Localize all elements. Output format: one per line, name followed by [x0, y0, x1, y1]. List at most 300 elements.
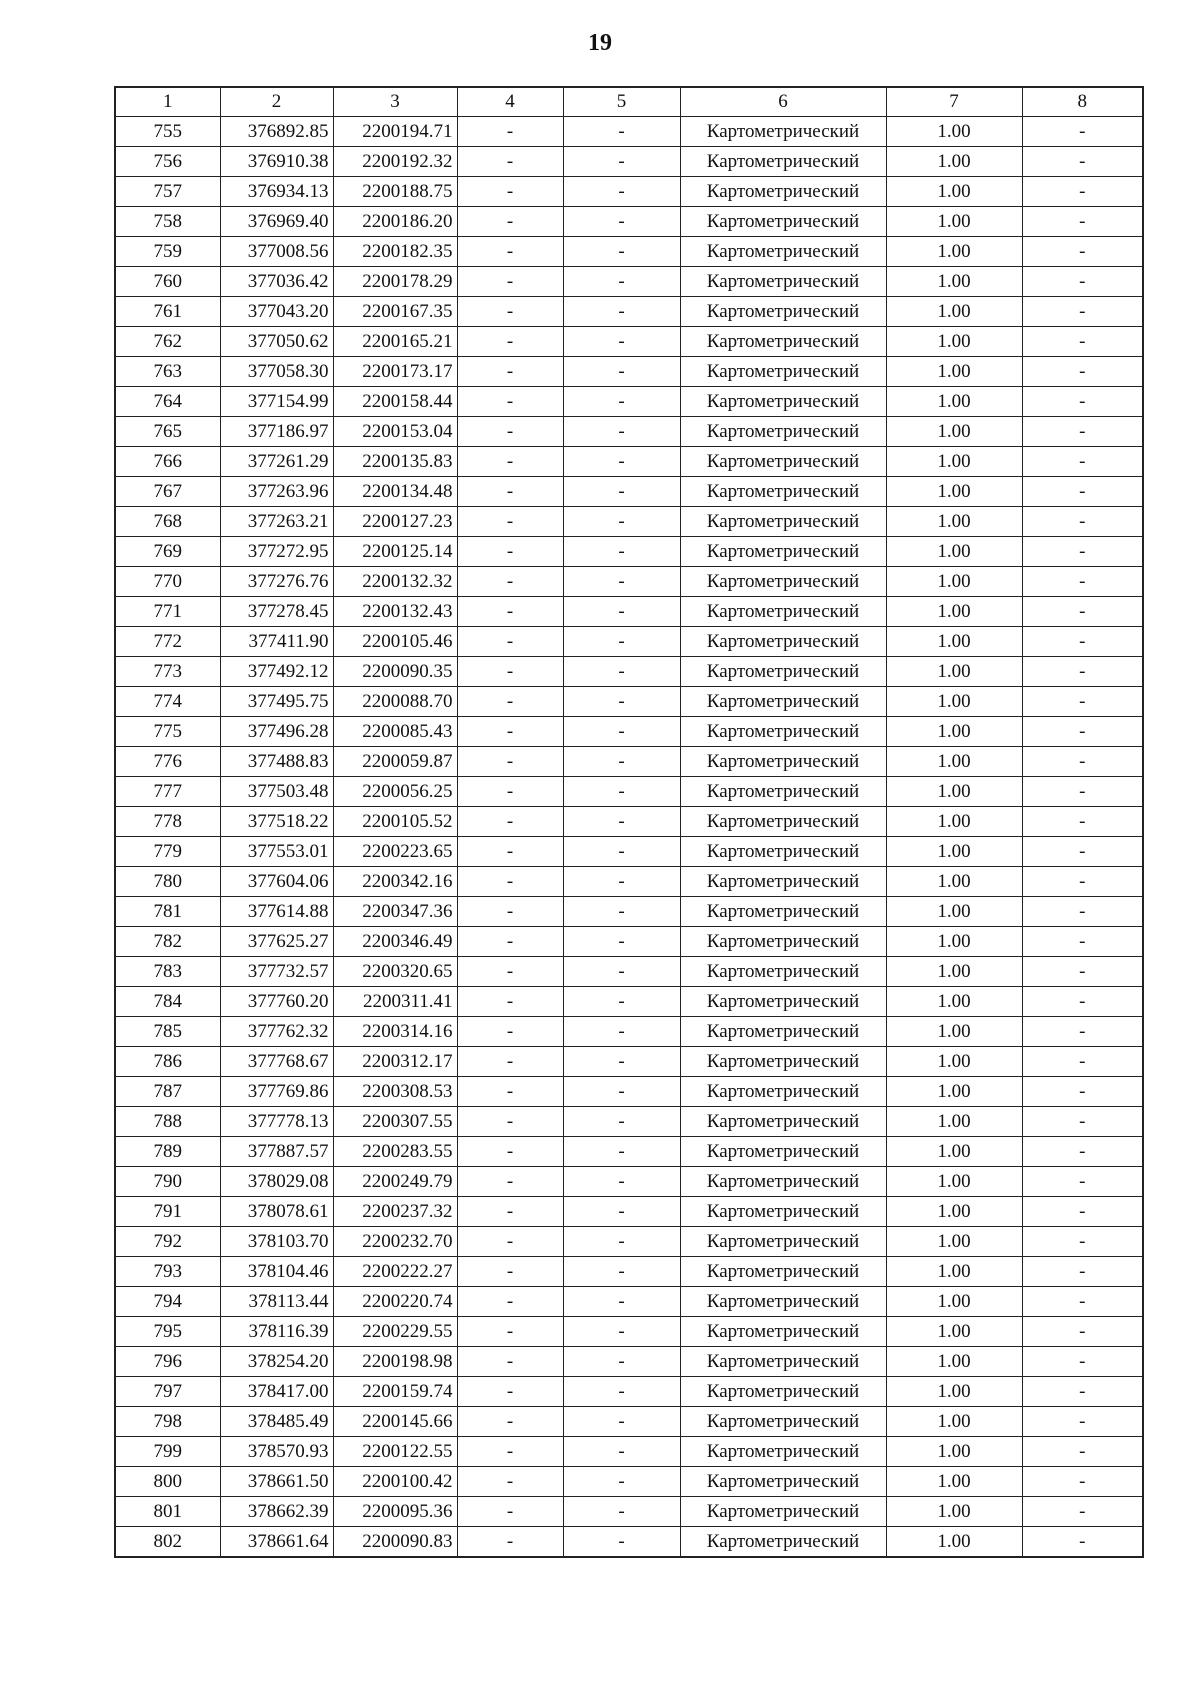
point-number-cell: 756: [115, 147, 220, 177]
accuracy-cell: 1.00: [886, 387, 1022, 417]
accuracy-cell: 1.00: [886, 897, 1022, 927]
y-coordinate-cell: 2200173.17: [333, 357, 457, 387]
col8-cell: -: [1022, 177, 1143, 207]
col5-cell: -: [563, 267, 680, 297]
table-row: [115, 657, 1143, 687]
table-row: [115, 1167, 1143, 1197]
accuracy-cell: 1.00: [886, 207, 1022, 237]
x-coordinate-cell: 377154.99: [220, 387, 333, 417]
table-row: [115, 357, 1143, 387]
table-row: [115, 957, 1143, 987]
method-cell: Картометрический: [680, 1407, 886, 1437]
x-coordinate-cell: 377768.67: [220, 1047, 333, 1077]
point-number-cell: 774: [115, 687, 220, 717]
x-coordinate-cell: 377625.27: [220, 927, 333, 957]
accuracy-cell: 1.00: [886, 1467, 1022, 1497]
y-coordinate-cell: 2200125.14: [333, 537, 457, 567]
table-row: [115, 207, 1143, 237]
col8-cell: -: [1022, 897, 1143, 927]
point-number-cell: 780: [115, 867, 220, 897]
point-number-cell: 791: [115, 1197, 220, 1227]
point-number-cell: 786: [115, 1047, 220, 1077]
col8-cell: -: [1022, 1467, 1143, 1497]
col5-cell: -: [563, 387, 680, 417]
accuracy-cell: 1.00: [886, 237, 1022, 267]
point-number-cell: 772: [115, 627, 220, 657]
col8-cell: -: [1022, 1107, 1143, 1137]
accuracy-cell: 1.00: [886, 177, 1022, 207]
table-row: [115, 627, 1143, 657]
point-number-cell: 794: [115, 1287, 220, 1317]
table-row: [115, 1527, 1143, 1558]
col4-cell: -: [457, 117, 563, 147]
table-row: [115, 807, 1143, 837]
method-cell: Картометрический: [680, 1257, 886, 1287]
accuracy-cell: 1.00: [886, 1107, 1022, 1137]
point-number-cell: 784: [115, 987, 220, 1017]
method-cell: Картометрический: [680, 957, 886, 987]
y-coordinate-cell: 2200347.36: [333, 897, 457, 927]
table-row: [115, 597, 1143, 627]
page-number: 19: [588, 30, 612, 56]
x-coordinate-cell: 377778.13: [220, 1107, 333, 1137]
col4-cell: -: [457, 807, 563, 837]
y-coordinate-cell: 2200100.42: [333, 1467, 457, 1497]
col8-cell: -: [1022, 1317, 1143, 1347]
y-coordinate-cell: 2200222.27: [333, 1257, 457, 1287]
col5-cell: -: [563, 1497, 680, 1527]
col8-cell: -: [1022, 1527, 1143, 1558]
accuracy-cell: 1.00: [886, 867, 1022, 897]
table-row: [115, 927, 1143, 957]
y-coordinate-cell: 2200085.43: [333, 717, 457, 747]
x-coordinate-cell: 377495.75: [220, 687, 333, 717]
y-coordinate-cell: 2200311.41: [333, 987, 457, 1017]
x-coordinate-cell: 377732.57: [220, 957, 333, 987]
header-cell-6: 6: [680, 87, 886, 117]
y-coordinate-cell: 2200198.98: [333, 1347, 457, 1377]
y-coordinate-cell: 2200056.25: [333, 777, 457, 807]
point-number-cell: 762: [115, 327, 220, 357]
accuracy-cell: 1.00: [886, 1287, 1022, 1317]
col5-cell: -: [563, 477, 680, 507]
table-row: [115, 447, 1143, 477]
y-coordinate-cell: 2200158.44: [333, 387, 457, 417]
col8-cell: -: [1022, 507, 1143, 537]
point-number-cell: 781: [115, 897, 220, 927]
x-coordinate-cell: 377272.95: [220, 537, 333, 567]
accuracy-cell: 1.00: [886, 1407, 1022, 1437]
col4-cell: -: [457, 717, 563, 747]
accuracy-cell: 1.00: [886, 747, 1022, 777]
col8-cell: -: [1022, 987, 1143, 1017]
y-coordinate-cell: 2200134.48: [333, 477, 457, 507]
point-number-cell: 770: [115, 567, 220, 597]
accuracy-cell: 1.00: [886, 447, 1022, 477]
table-row: [115, 1467, 1143, 1497]
header-cell-2: 2: [220, 87, 333, 117]
point-number-cell: 782: [115, 927, 220, 957]
table-row: [115, 567, 1143, 597]
x-coordinate-cell: 377553.01: [220, 837, 333, 867]
y-coordinate-cell: 2200090.35: [333, 657, 457, 687]
method-cell: Картометрический: [680, 687, 886, 717]
y-coordinate-cell: 2200283.55: [333, 1137, 457, 1167]
table-row: [115, 537, 1143, 567]
col4-cell: -: [457, 1017, 563, 1047]
table-row: [115, 1287, 1143, 1317]
point-number-cell: 783: [115, 957, 220, 987]
col8-cell: -: [1022, 477, 1143, 507]
x-coordinate-cell: 377411.90: [220, 627, 333, 657]
col4-cell: -: [457, 657, 563, 687]
col4-cell: -: [457, 297, 563, 327]
x-coordinate-cell: 377760.20: [220, 987, 333, 1017]
y-coordinate-cell: 2200237.32: [333, 1197, 457, 1227]
table-row: [115, 717, 1143, 747]
col4-cell: -: [457, 1347, 563, 1377]
method-cell: Картометрический: [680, 807, 886, 837]
x-coordinate-cell: 377769.86: [220, 1077, 333, 1107]
col4-cell: -: [457, 1107, 563, 1137]
col8-cell: -: [1022, 1017, 1143, 1047]
col5-cell: -: [563, 1047, 680, 1077]
col8-cell: -: [1022, 1077, 1143, 1107]
method-cell: Картометрический: [680, 837, 886, 867]
point-number-cell: 799: [115, 1437, 220, 1467]
method-cell: Картометрический: [680, 147, 886, 177]
col4-cell: -: [457, 1287, 563, 1317]
accuracy-cell: 1.00: [886, 507, 1022, 537]
method-cell: Картометрический: [680, 297, 886, 327]
col8-cell: -: [1022, 597, 1143, 627]
point-number-cell: 769: [115, 537, 220, 567]
table-row: [115, 777, 1143, 807]
col4-cell: -: [457, 1527, 563, 1558]
col4-cell: -: [457, 1467, 563, 1497]
y-coordinate-cell: 2200229.55: [333, 1317, 457, 1347]
col5-cell: -: [563, 297, 680, 327]
accuracy-cell: 1.00: [886, 1077, 1022, 1107]
table-row: [115, 987, 1143, 1017]
col8-cell: -: [1022, 417, 1143, 447]
point-number-cell: 785: [115, 1017, 220, 1047]
point-number-cell: 788: [115, 1107, 220, 1137]
y-coordinate-cell: 2200132.43: [333, 597, 457, 627]
table-row: [115, 1317, 1143, 1347]
col4-cell: -: [457, 1317, 563, 1347]
y-coordinate-cell: 2200192.32: [333, 147, 457, 177]
point-number-cell: 797: [115, 1377, 220, 1407]
col8-cell: -: [1022, 627, 1143, 657]
table-row: [115, 237, 1143, 267]
point-number-cell: 800: [115, 1467, 220, 1497]
point-number-cell: 787: [115, 1077, 220, 1107]
point-number-cell: 775: [115, 717, 220, 747]
method-cell: Картометрический: [680, 1047, 886, 1077]
method-cell: Картометрический: [680, 417, 886, 447]
col8-cell: -: [1022, 1497, 1143, 1527]
point-number-cell: 758: [115, 207, 220, 237]
accuracy-cell: 1.00: [886, 1437, 1022, 1467]
method-cell: Картометрический: [680, 927, 886, 957]
accuracy-cell: 1.00: [886, 657, 1022, 687]
y-coordinate-cell: 2200178.29: [333, 267, 457, 297]
accuracy-cell: 1.00: [886, 567, 1022, 597]
col5-cell: -: [563, 507, 680, 537]
y-coordinate-cell: 2200220.74: [333, 1287, 457, 1317]
col8-cell: -: [1022, 567, 1143, 597]
accuracy-cell: 1.00: [886, 117, 1022, 147]
x-coordinate-cell: 376910.38: [220, 147, 333, 177]
col4-cell: -: [457, 987, 563, 1017]
accuracy-cell: 1.00: [886, 807, 1022, 837]
table-row: [115, 117, 1143, 147]
header-cell-1: 1: [115, 87, 220, 117]
x-coordinate-cell: 378662.39: [220, 1497, 333, 1527]
coordinates-table: [114, 86, 1144, 1558]
y-coordinate-cell: 2200320.65: [333, 957, 457, 987]
method-cell: Картометрический: [680, 117, 886, 147]
y-coordinate-cell: 2200127.23: [333, 507, 457, 537]
col5-cell: -: [563, 1467, 680, 1497]
col8-cell: -: [1022, 927, 1143, 957]
method-cell: Картометрический: [680, 1497, 886, 1527]
y-coordinate-cell: 2200249.79: [333, 1167, 457, 1197]
col5-cell: -: [563, 927, 680, 957]
table-row: [115, 177, 1143, 207]
x-coordinate-cell: 376969.40: [220, 207, 333, 237]
y-coordinate-cell: 2200105.46: [333, 627, 457, 657]
table-row: [115, 387, 1143, 417]
col5-cell: -: [563, 357, 680, 387]
accuracy-cell: 1.00: [886, 837, 1022, 867]
table-body: [115, 117, 1143, 1558]
table-row: [115, 1107, 1143, 1137]
accuracy-cell: 1.00: [886, 147, 1022, 177]
table-row: [115, 837, 1143, 867]
method-cell: Картометрический: [680, 447, 886, 477]
col8-cell: -: [1022, 687, 1143, 717]
method-cell: Картометрический: [680, 507, 886, 537]
point-number-cell: 790: [115, 1167, 220, 1197]
point-number-cell: 789: [115, 1137, 220, 1167]
col4-cell: -: [457, 1377, 563, 1407]
col5-cell: -: [563, 1407, 680, 1437]
point-number-cell: 768: [115, 507, 220, 537]
y-coordinate-cell: 2200088.70: [333, 687, 457, 717]
col5-cell: -: [563, 1167, 680, 1197]
accuracy-cell: 1.00: [886, 537, 1022, 567]
col8-cell: -: [1022, 1287, 1143, 1317]
method-cell: Картометрический: [680, 1527, 886, 1558]
col4-cell: -: [457, 837, 563, 867]
table-row: [115, 1497, 1143, 1527]
table-row: [115, 867, 1143, 897]
x-coordinate-cell: 378417.00: [220, 1377, 333, 1407]
col4-cell: -: [457, 267, 563, 297]
point-number-cell: 765: [115, 417, 220, 447]
col5-cell: -: [563, 987, 680, 1017]
col8-cell: -: [1022, 1227, 1143, 1257]
col4-cell: -: [457, 237, 563, 267]
method-cell: Картометрический: [680, 597, 886, 627]
accuracy-cell: 1.00: [886, 417, 1022, 447]
col8-cell: -: [1022, 267, 1143, 297]
col5-cell: -: [563, 1437, 680, 1467]
header-row: [115, 87, 1143, 117]
col4-cell: -: [457, 1197, 563, 1227]
col4-cell: -: [457, 927, 563, 957]
point-number-cell: 763: [115, 357, 220, 387]
x-coordinate-cell: 376892.85: [220, 117, 333, 147]
col4-cell: -: [457, 957, 563, 987]
method-cell: Картометрический: [680, 1167, 886, 1197]
col5-cell: -: [563, 447, 680, 477]
table-row: [115, 1377, 1143, 1407]
col5-cell: -: [563, 1227, 680, 1257]
table-row: [115, 1257, 1143, 1287]
col8-cell: -: [1022, 387, 1143, 417]
y-coordinate-cell: 2200165.21: [333, 327, 457, 357]
accuracy-cell: 1.00: [886, 1347, 1022, 1377]
point-number-cell: 793: [115, 1257, 220, 1287]
method-cell: Картометрический: [680, 1467, 886, 1497]
x-coordinate-cell: 378113.44: [220, 1287, 333, 1317]
accuracy-cell: 1.00: [886, 1497, 1022, 1527]
x-coordinate-cell: 378254.20: [220, 1347, 333, 1377]
header-cell-5: 5: [563, 87, 680, 117]
x-coordinate-cell: 377261.29: [220, 447, 333, 477]
y-coordinate-cell: 2200059.87: [333, 747, 457, 777]
y-coordinate-cell: 2200182.35: [333, 237, 457, 267]
col8-cell: -: [1022, 1347, 1143, 1377]
col5-cell: -: [563, 537, 680, 567]
col5-cell: -: [563, 1347, 680, 1377]
point-number-cell: 798: [115, 1407, 220, 1437]
table-row: [115, 417, 1143, 447]
table-row: [115, 1077, 1143, 1107]
col5-cell: -: [563, 1257, 680, 1287]
method-cell: Картометрический: [680, 987, 886, 1017]
y-coordinate-cell: 2200194.71: [333, 117, 457, 147]
col4-cell: -: [457, 387, 563, 417]
point-number-cell: 760: [115, 267, 220, 297]
col4-cell: -: [457, 1047, 563, 1077]
table-row: [115, 1137, 1143, 1167]
point-number-cell: 773: [115, 657, 220, 687]
header-cell-3: 3: [333, 87, 457, 117]
col4-cell: -: [457, 147, 563, 177]
accuracy-cell: 1.00: [886, 1377, 1022, 1407]
method-cell: Картометрический: [680, 1137, 886, 1167]
y-coordinate-cell: 2200314.16: [333, 1017, 457, 1047]
col4-cell: -: [457, 357, 563, 387]
col5-cell: -: [563, 897, 680, 927]
col4-cell: -: [457, 537, 563, 567]
x-coordinate-cell: 378029.08: [220, 1167, 333, 1197]
col5-cell: -: [563, 687, 680, 717]
method-cell: Картометрический: [680, 357, 886, 387]
method-cell: Картометрический: [680, 747, 886, 777]
method-cell: Картометрический: [680, 327, 886, 357]
accuracy-cell: 1.00: [886, 687, 1022, 717]
point-number-cell: 792: [115, 1227, 220, 1257]
accuracy-cell: 1.00: [886, 357, 1022, 387]
col8-cell: -: [1022, 1407, 1143, 1437]
table-row: [115, 267, 1143, 297]
method-cell: Картометрический: [680, 1317, 886, 1347]
x-coordinate-cell: 377762.32: [220, 1017, 333, 1047]
y-coordinate-cell: 2200346.49: [333, 927, 457, 957]
y-coordinate-cell: 2200122.55: [333, 1437, 457, 1467]
col8-cell: -: [1022, 717, 1143, 747]
point-number-cell: 755: [115, 117, 220, 147]
x-coordinate-cell: 377488.83: [220, 747, 333, 777]
y-coordinate-cell: 2200090.83: [333, 1527, 457, 1558]
col8-cell: -: [1022, 807, 1143, 837]
accuracy-cell: 1.00: [886, 987, 1022, 1017]
point-number-cell: 761: [115, 297, 220, 327]
x-coordinate-cell: 377186.97: [220, 417, 333, 447]
col4-cell: -: [457, 1497, 563, 1527]
col8-cell: -: [1022, 657, 1143, 687]
method-cell: Картометрический: [680, 567, 886, 597]
table-row: [115, 747, 1143, 777]
y-coordinate-cell: 2200095.36: [333, 1497, 457, 1527]
method-cell: Картометрический: [680, 537, 886, 567]
col5-cell: -: [563, 1377, 680, 1407]
col8-cell: -: [1022, 1257, 1143, 1287]
y-coordinate-cell: 2200232.70: [333, 1227, 457, 1257]
col8-cell: -: [1022, 357, 1143, 387]
method-cell: Картометрический: [680, 177, 886, 207]
col4-cell: -: [457, 777, 563, 807]
x-coordinate-cell: 378661.64: [220, 1527, 333, 1558]
table-row: [115, 1407, 1143, 1437]
point-number-cell: 776: [115, 747, 220, 777]
accuracy-cell: 1.00: [886, 297, 1022, 327]
table-row: [115, 327, 1143, 357]
col5-cell: -: [563, 177, 680, 207]
method-cell: Картометрический: [680, 717, 886, 747]
x-coordinate-cell: 377058.30: [220, 357, 333, 387]
table-row: [115, 897, 1143, 927]
accuracy-cell: 1.00: [886, 1527, 1022, 1558]
method-cell: Картометрический: [680, 897, 886, 927]
col8-cell: -: [1022, 147, 1143, 177]
x-coordinate-cell: 377008.56: [220, 237, 333, 267]
x-coordinate-cell: 377887.57: [220, 1137, 333, 1167]
x-coordinate-cell: 377263.96: [220, 477, 333, 507]
x-coordinate-cell: 378078.61: [220, 1197, 333, 1227]
col5-cell: -: [563, 207, 680, 237]
x-coordinate-cell: 377278.45: [220, 597, 333, 627]
table-row: [115, 477, 1143, 507]
x-coordinate-cell: 377036.42: [220, 267, 333, 297]
col4-cell: -: [457, 867, 563, 897]
col8-cell: -: [1022, 1437, 1143, 1467]
col5-cell: -: [563, 597, 680, 627]
col4-cell: -: [457, 507, 563, 537]
x-coordinate-cell: 377263.21: [220, 507, 333, 537]
col5-cell: -: [563, 747, 680, 777]
col5-cell: -: [563, 327, 680, 357]
col8-cell: -: [1022, 747, 1143, 777]
col5-cell: -: [563, 1077, 680, 1107]
col4-cell: -: [457, 1257, 563, 1287]
col5-cell: -: [563, 1197, 680, 1227]
